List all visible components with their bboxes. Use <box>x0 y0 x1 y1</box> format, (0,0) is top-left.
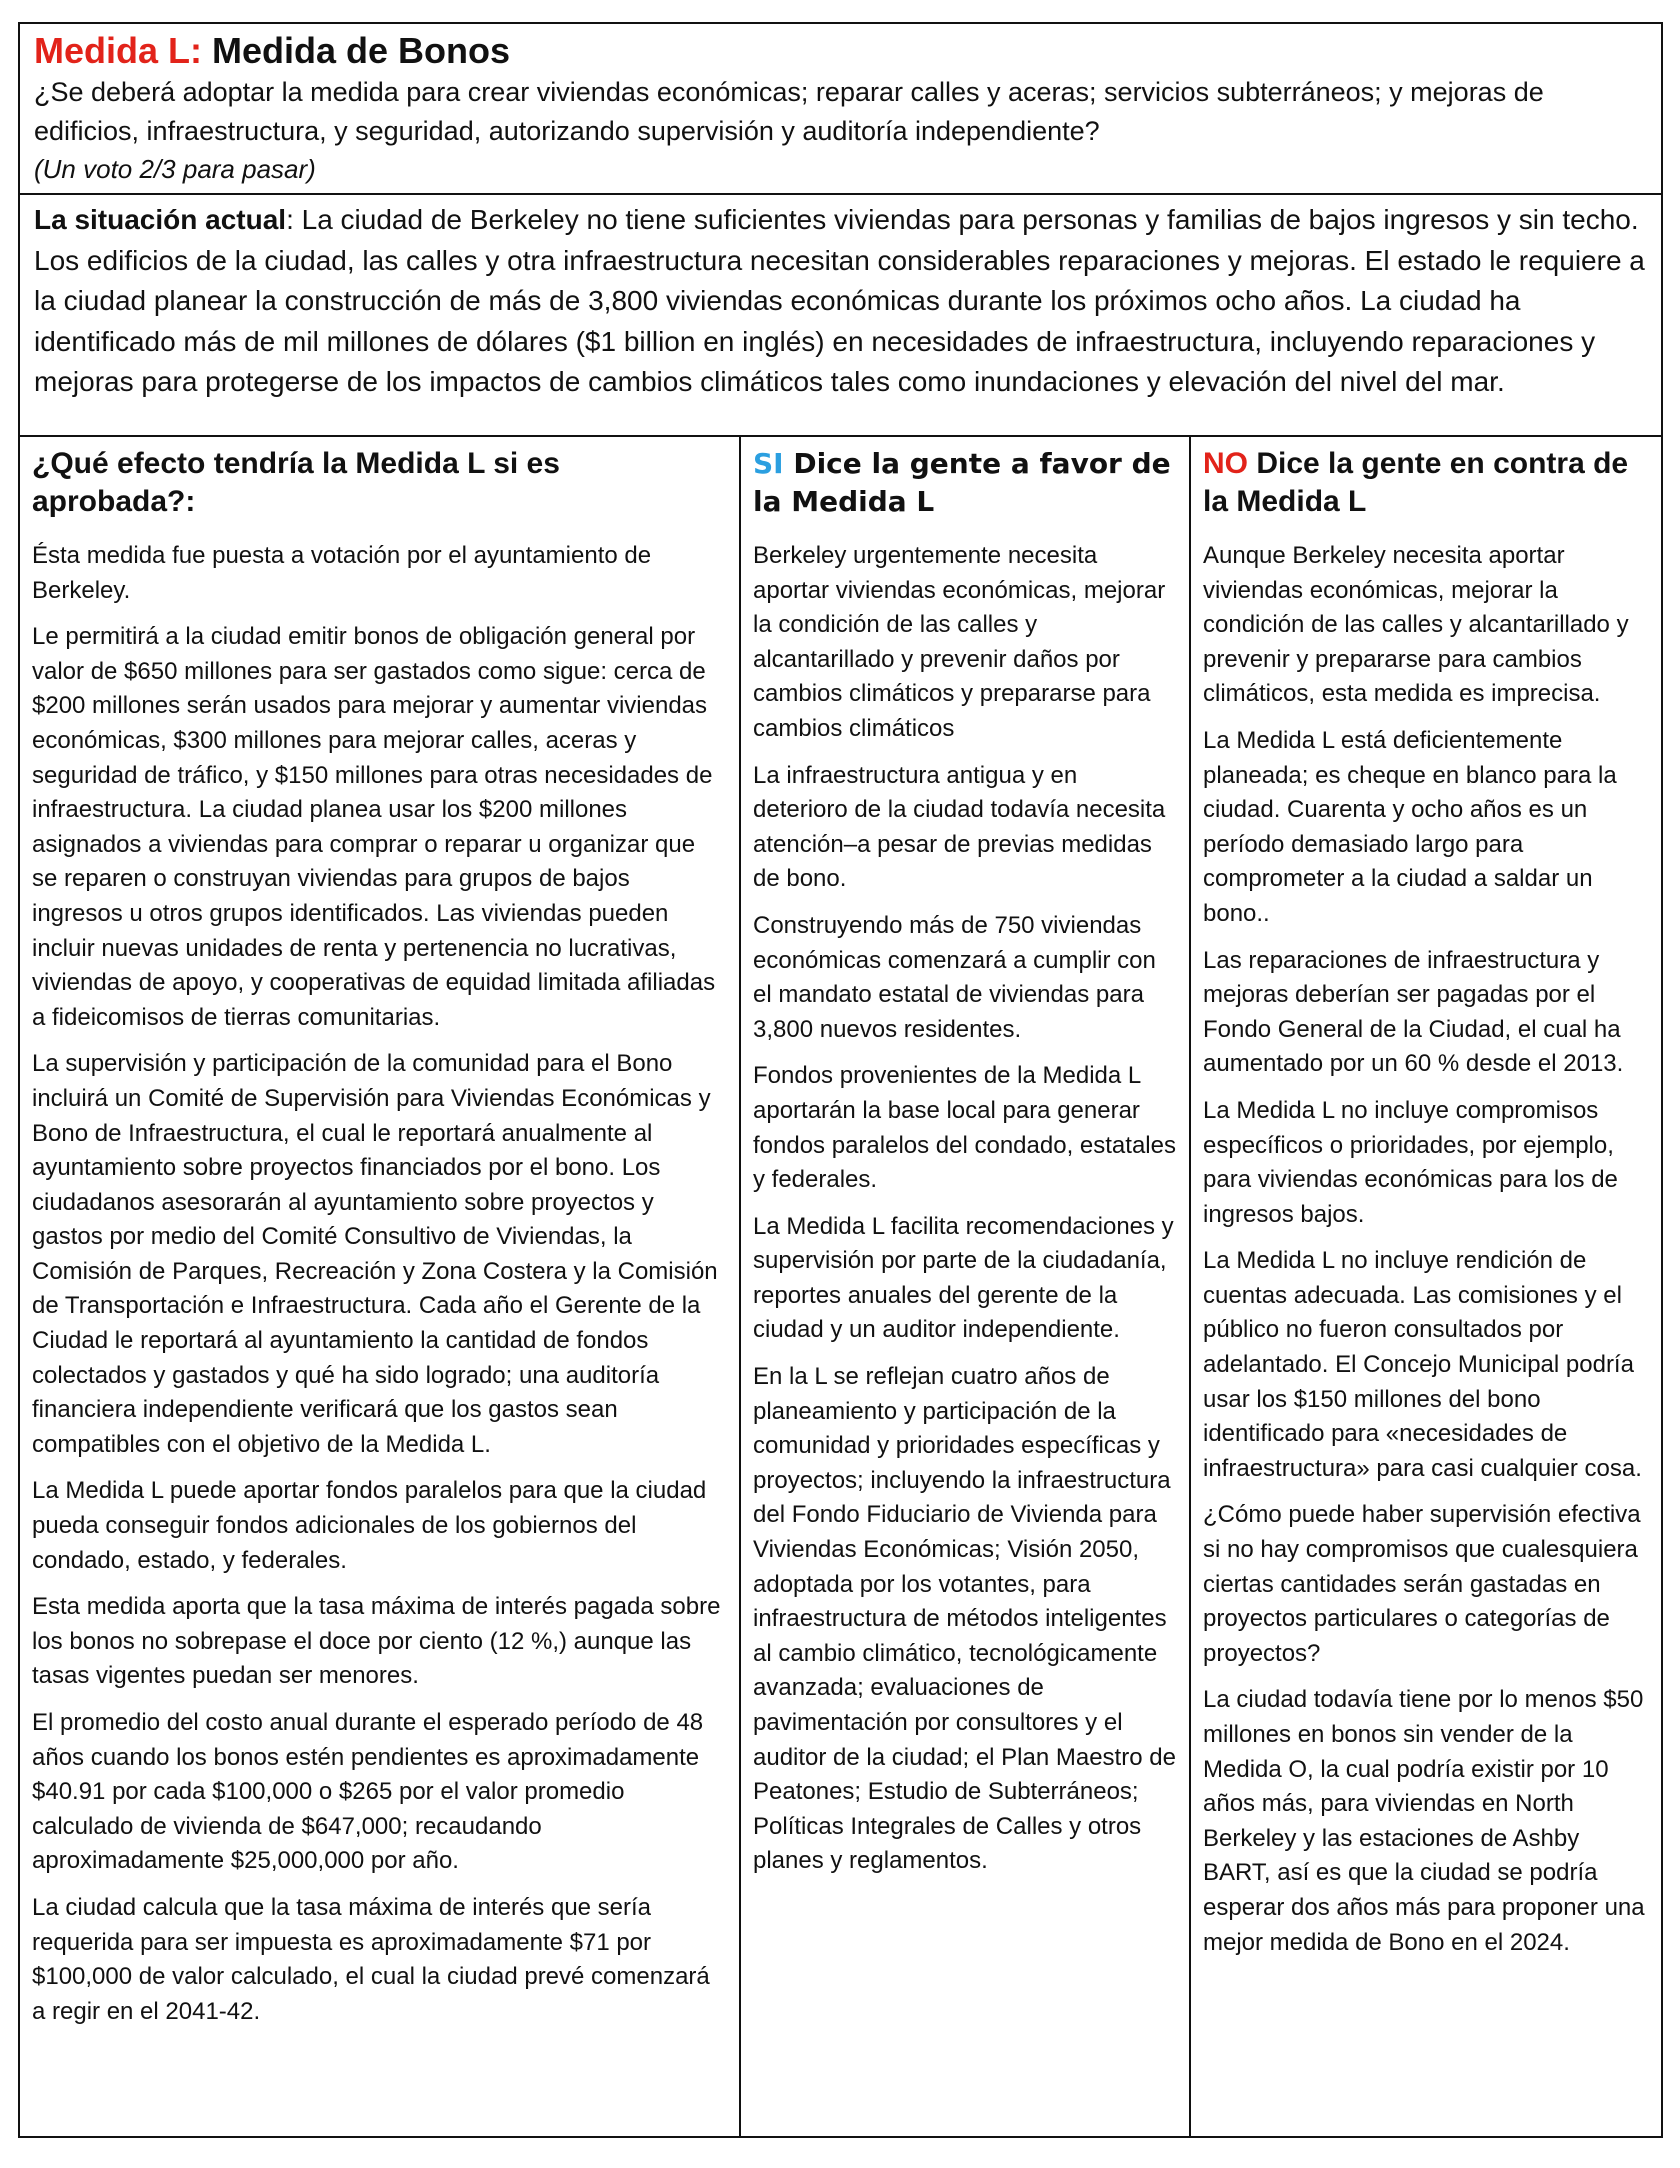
favor-heading-rest: Dice la gente a favor de la Medida L <box>753 447 1171 518</box>
favor-paragraph: En la L se reflejan cuatro años de planeamiento y participación de la comunidad y prioridades específicas y proyectos; incluyendo la infraestructura del Fondo Fiduciario de Vivienda para Viviendas Económicas; Visión 2050, adoptada por los votantes, para infraestructura de métodos inteligentes al cambio climático, tecnológicamente avanzada; evaluaciones de pavimentación por consultores y el auditor de la ciudad; el Plan Maestro de Peatones; Estudio de Subterráneos; Políticas Integrales de Calles y otros planes y reglamentos. <box>753 1363 1176 1875</box>
against-paragraph: La Medida L está deficientemente planeada; es cheque en blanco para la ciudad. Cuarenta y ocho años es un período demasiado largo para comprometer a la ciudad a saldar un bono.. <box>1203 726 1617 927</box>
favor-paragraph: La infraestructura antigua y en deterioro de la ciudad todavía necesita atención–a pesar de previas medidas de bono. <box>753 761 1166 893</box>
effect-paragraph: La ciudad calcula que la tasa máxima de interés que sería requerida para ser impuesta es aproximadamente $71 por $100,000 de valor calculado, el cual la ciudad prevé comenzará a regir en el 2041-42. <box>32 1893 710 2025</box>
effect-column <box>20 437 741 2136</box>
favor-heading-prefix: SI <box>753 447 784 480</box>
favor-paragraph: Fondos provenientes de la Medida L aportarán la base local para generar fondos paralelos del condado, estatales y federales. <box>753 1062 1176 1194</box>
against-paragraph: La Medida L no incluye compromisos específicos o prioridades, por ejemplo, para viviendas económicas para los de ingresos bajos. <box>1203 1096 1618 1228</box>
against-paragraph: Aunque Berkeley necesita aportar viviendas económicas, mejorar la condición de las calles y alcantarillado y prevenir y prepararse para cambios climáticos, esta medida es imprecisa. <box>1203 542 1629 708</box>
against-heading-prefix: NO <box>1203 447 1248 480</box>
against-paragraph: La ciudad todavía tiene por lo menos $50 millones en bonos sin vender de la Medida O, la cual podría existir por 10 años más, para viviendas en North Berkeley y las estaciones de Ashby BART, así es que la ciudad se podría esperar dos años más para proponer una mejor medida de Bono en el 2024. <box>1203 1686 1645 1956</box>
favor-column <box>741 437 1191 2136</box>
situation-label: La situación actual <box>34 204 287 235</box>
measure-sheet <box>18 22 1663 2138</box>
against-heading <box>1203 445 1649 521</box>
effect-paragraph: Esta medida aporta que la tasa máxima de interés pagada sobre los bonos no sobrepase el doce por ciento (12 %,) aunque las tasas vigentes puedan ser menores. <box>32 1593 721 1690</box>
favor-paragraph: La Medida L facilita recomendaciones y supervisión por parte de la ciudadanía, reportes anuales del gerente de la ciudad y un auditor independiente. <box>753 1212 1174 1344</box>
effect-paragraph: El promedio del costo anual durante el esperado período de 48 años cuando los bonos estén pendientes es aproximadamente $40.91 por cada $100,000 o $265 por el valor promedio calculado de vivienda de $647,000; recaudando aproximadamente $25,000,000 por año. <box>32 1709 704 1875</box>
effect-paragraph: Ésta medida fue puesta a votación por el ayuntamiento de Berkeley. <box>32 542 652 604</box>
against-paragraph: ¿Cómo puede haber supervisión efectiva si no hay compromisos que cualesquiera ciertas cantidades serán gastadas en proyectos particulares o categorías de proyectos? <box>1203 1501 1641 1667</box>
against-paragraph: La Medida L no incluye rendición de cuentas adecuada. Las comisiones y el público no fueron consultados por adelantado. El Concejo Municipal podría usar los $150 millones del bono identificado para «necesidades de infraestructura» para casi cualquier cosa. <box>1203 1247 1642 1482</box>
columns <box>20 437 1661 2136</box>
favor-paragraph: Berkeley urgentemente necesita aportar viviendas económicas, mejorar la condición de las calles y alcantarillado y prevenir daños por cambios climáticos y prepararse para cambios climáticos <box>753 542 1166 742</box>
effect-paragraph: La Medida L puede aportar fondos paralelos para que la ciudad pueda conseguir fondos adicionales de los gobiernos del condado, estado, y federales. <box>32 1477 707 1574</box>
situation-text: : La ciudad de Berkeley no tiene suficientes viviendas para personas y familias de bajos ingresos y sin techo. Los edificios de la ciudad, las calles y otra infraestructura necesitan considerables reparaciones y mejoras. El estado le requiere a la ciudad planear la construcción de más de 3,800 viviendas económicas durante los próximos ocho años. La ciudad ha identificado más de mil millones de dólares ($1 billion en inglés) en necesidades de infraestructura, incluyendo reparaciones y mejoras para protegerse de los impactos de cambios climáticos tales como inundaciones y elevación del nivel del mar. <box>34 204 1645 397</box>
against-column <box>1191 437 1661 2136</box>
favor-heading <box>753 445 1177 521</box>
measure-title <box>34 29 1647 73</box>
effect-paragraph: Le permitirá a la ciudad emitir bonos de obligación general por valor de $650 millones para ser gastados como sigue: cerca de $200 millones serán usados para mejorar y aumentar viviendas económicas, $300 millones para mejorar calles, aceras y seguridad de tráfico, y $150 millones para otras necesidades de infraestructura. La ciudad planea usar los $200 millones asignados a viviendas para comprar o reparar u organizar que se reparen o construyan viviendas para grupos de bajos ingresos u otros grupos identificados. Las viviendas pueden incluir nuevas unidades de renta y pertenencia no lucrativas, viviendas de apoyo, y cooperativas de equidad limitada afiliadas a fideicomisos de tierras comunitarias. <box>32 623 716 1031</box>
measure-title-prefix: Medida L: <box>34 30 202 71</box>
current-situation <box>20 195 1661 437</box>
ballot-question: ¿Se deberá adoptar la medida para crear viviendas económicas; reparar calles y aceras; servicios subterráneos; y mejoras de edificios, infraestructura, y seguridad, autorizando supervisión y auditoría independiente? <box>34 77 1544 146</box>
effect-heading: ¿Qué efecto tendría la Medida L si es aprobada?: <box>32 447 560 518</box>
vote-requirement: (Un voto 2/3 para pasar) <box>34 154 316 184</box>
effect-paragraph: La supervisión y participación de la comunidad para el Bono incluirá un Comité de Supervisión para Viviendas Económicas y Bono de Infraestructura, el cual le reportará anualmente al ayuntamiento sobre proyectos financiados por el bono. Los ciudadanos asesorarán al ayuntamiento sobre proyectos y gastos por medio del Comité Consultivo de Viviendas, la Comisión de Parques, Recreación y Zona Costera y la Comisión de Transportación e Infraestructura. Cada año el Gerente de la Ciudad le reportará al ayuntamiento la cantidad de fondos colectados y gastados y qué ha sido logrado; una auditoría financiera independiente verificará que los gastos sean compatibles con el objetivo de la Medida L. <box>32 1050 718 1458</box>
measure-title-rest: Medida de Bonos <box>202 30 511 71</box>
against-paragraph: Las reparaciones de infraestructura y mejoras deberían ser pagadas por el Fondo General de la Ciudad, el cual ha aumentado por un 60 % desde el 2013. <box>1203 946 1624 1078</box>
favor-paragraph: Construyendo más de 750 viviendas económicas comenzará a cumplir con el mandato estatal de viviendas para 3,800 nuevos residentes. <box>753 911 1156 1043</box>
measure-header <box>20 24 1661 195</box>
against-heading-rest: Dice la gente en contra de la Medida L <box>1203 447 1629 518</box>
